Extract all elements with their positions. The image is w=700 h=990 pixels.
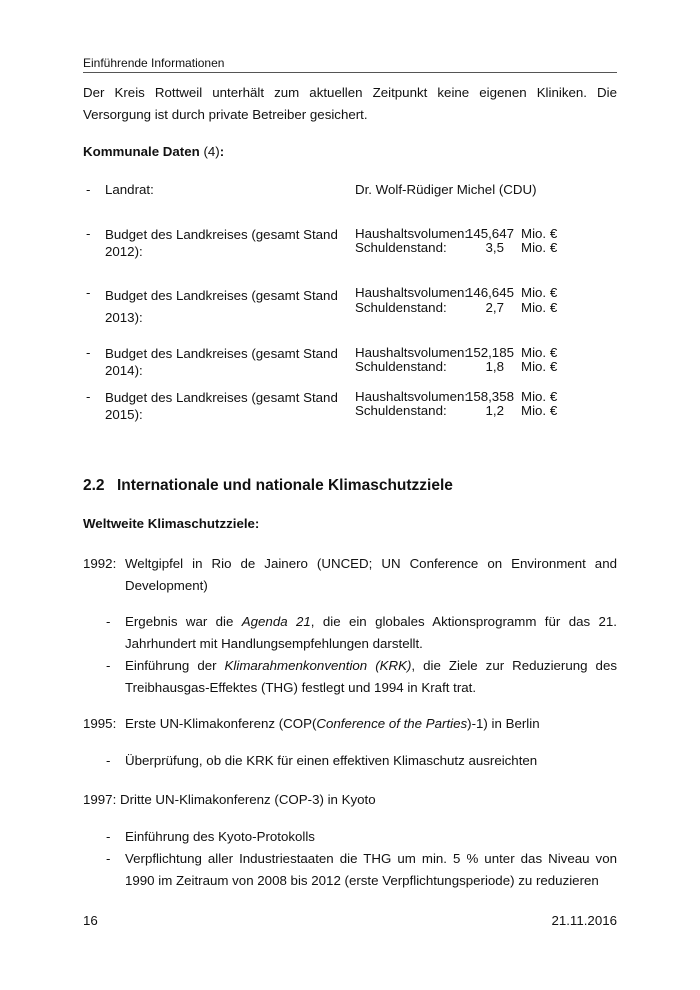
- budget-label: Budget des Landkreises (gesamt Stand 2013):: [105, 288, 338, 325]
- haushaltsvolumen-label: Haushaltsvolumen:: [355, 285, 469, 300]
- list-dash: -: [86, 285, 91, 300]
- list-dash: -: [86, 182, 91, 197]
- page-number: 16: [83, 913, 98, 928]
- subheading-weltweit: Weltweite Klimaschutzziele:: [83, 516, 260, 531]
- unit: Mio. €: [521, 300, 558, 315]
- unit: Mio. €: [521, 389, 558, 404]
- entry-1992-bullet-1: [125, 611, 617, 655]
- budget-label: Budget des Landkreises (gesamt Stand 2015):: [105, 390, 338, 422]
- bullet-text: Einführung der: [125, 658, 225, 673]
- budget-label: Budget des Landkreises (gesamt Stand 2012):: [105, 227, 338, 259]
- schuldenstand-value: 1,2: [485, 403, 504, 418]
- entry-1997-bullet-2: Verpflichtung aller Industriestaaten die THG um min. 5 % unter das Niveau von 1990 im Zeitraum von 2008 bis 2012 (erste Verpflichtungsperiode) zu reduzieren: [125, 851, 617, 888]
- entry-text: )-1) in Berlin: [467, 716, 540, 731]
- list-dash: -: [106, 753, 111, 768]
- unit: Mio. €: [521, 359, 558, 374]
- bullet-text: , die Ziele zur Reduzierung des Treibhausgas-Effektes (THG) festlegt und 1994 in Kraft trat.: [125, 658, 617, 695]
- unit: Mio. €: [521, 285, 558, 300]
- schuldenstand-value: 2,7: [485, 300, 504, 315]
- entry-1992-text: Weltgipfel in Rio de Jainero (UNCED; UN Conference on Environment and Development): [125, 556, 617, 593]
- kommunal-reference: (4): [199, 144, 220, 159]
- unit: Mio. €: [521, 403, 558, 418]
- section-heading: [83, 477, 453, 495]
- kommunal-heading: [83, 144, 224, 159]
- entry-1997-bullet-1: Einführung des Kyoto-Protokolls: [125, 829, 315, 844]
- entry-1992-bullet-2: [125, 655, 617, 699]
- running-header: Einführende Informationen: [83, 56, 225, 70]
- haushaltsvolumen-value: 145,647: [465, 226, 514, 241]
- schuldenstand-value: 1,8: [485, 359, 504, 374]
- schuldenstand-label: Schuldenstand:: [355, 240, 447, 255]
- list-dash: -: [106, 658, 111, 673]
- kommunal-colon: :: [219, 144, 225, 159]
- intro-paragraph: Der Kreis Rottweil unterhält zum aktuellen Zeitpunkt keine eigenen Kliniken. Die Versorgung ist durch private Betreiber gesichert.: [83, 85, 617, 122]
- schuldenstand-label: Schuldenstand:: [355, 359, 447, 374]
- section-number: 2.2: [83, 477, 105, 494]
- landrat-label: Landrat:: [105, 182, 154, 197]
- list-dash: -: [86, 345, 91, 360]
- year-1995: 1995:: [83, 716, 117, 731]
- haushaltsvolumen-value: 146,645: [465, 285, 514, 300]
- header-divider: [83, 72, 617, 73]
- haushaltsvolumen-label: Haushaltsvolumen:: [355, 345, 469, 360]
- unit: Mio. €: [521, 240, 558, 255]
- cop-expansion: Conference of the Parties: [316, 716, 468, 731]
- list-dash: -: [86, 389, 91, 404]
- schuldenstand-label: Schuldenstand:: [355, 300, 447, 315]
- kommunal-heading-text: Kommunale Daten: [83, 144, 200, 159]
- list-dash: -: [106, 614, 111, 629]
- list-dash: -: [86, 226, 91, 241]
- section-title: Internationale und nationale Klimaschutzziele: [117, 477, 453, 494]
- year-1992: 1992:: [83, 556, 117, 571]
- haushaltsvolumen-label: Haushaltsvolumen:: [355, 226, 469, 241]
- budget-label: Budget des Landkreises (gesamt Stand 2014):: [105, 346, 338, 378]
- bullet-text: Ergebnis war die: [125, 614, 242, 629]
- schuldenstand-value: 3,5: [485, 240, 504, 255]
- krk: Klimarahmenkonvention (KRK): [224, 658, 412, 673]
- entry-1995-text: [125, 713, 540, 735]
- unit: Mio. €: [521, 226, 558, 241]
- entry-1995-bullet-1: Überprüfung, ob die KRK für einen effektiven Klimaschutz ausreichten: [125, 753, 538, 768]
- schuldenstand-label: Schuldenstand:: [355, 403, 447, 418]
- list-dash: -: [106, 851, 111, 866]
- haushaltsvolumen-value: 158,358: [465, 389, 514, 404]
- entry-text: Erste UN-Klimakonferenz (COP(: [125, 716, 317, 731]
- bullet-text: , die ein globales Aktionsprogramm für das 21. Jahrhundert mit Handlungsempfehlungen darstellt.: [125, 614, 617, 651]
- haushaltsvolumen-value: 152,185: [465, 345, 514, 360]
- footer-date: 21.11.2016: [551, 913, 617, 928]
- landrat-value: Dr. Wolf-Rüdiger Michel (CDU): [355, 182, 537, 197]
- unit: Mio. €: [521, 345, 558, 360]
- list-dash: -: [106, 829, 111, 844]
- haushaltsvolumen-label: Haushaltsvolumen:: [355, 389, 469, 404]
- agenda-21: Agenda 21: [241, 614, 311, 629]
- entry-1997-text: 1997: Dritte UN-Klimakonferenz (COP-3) in Kyoto: [83, 792, 376, 807]
